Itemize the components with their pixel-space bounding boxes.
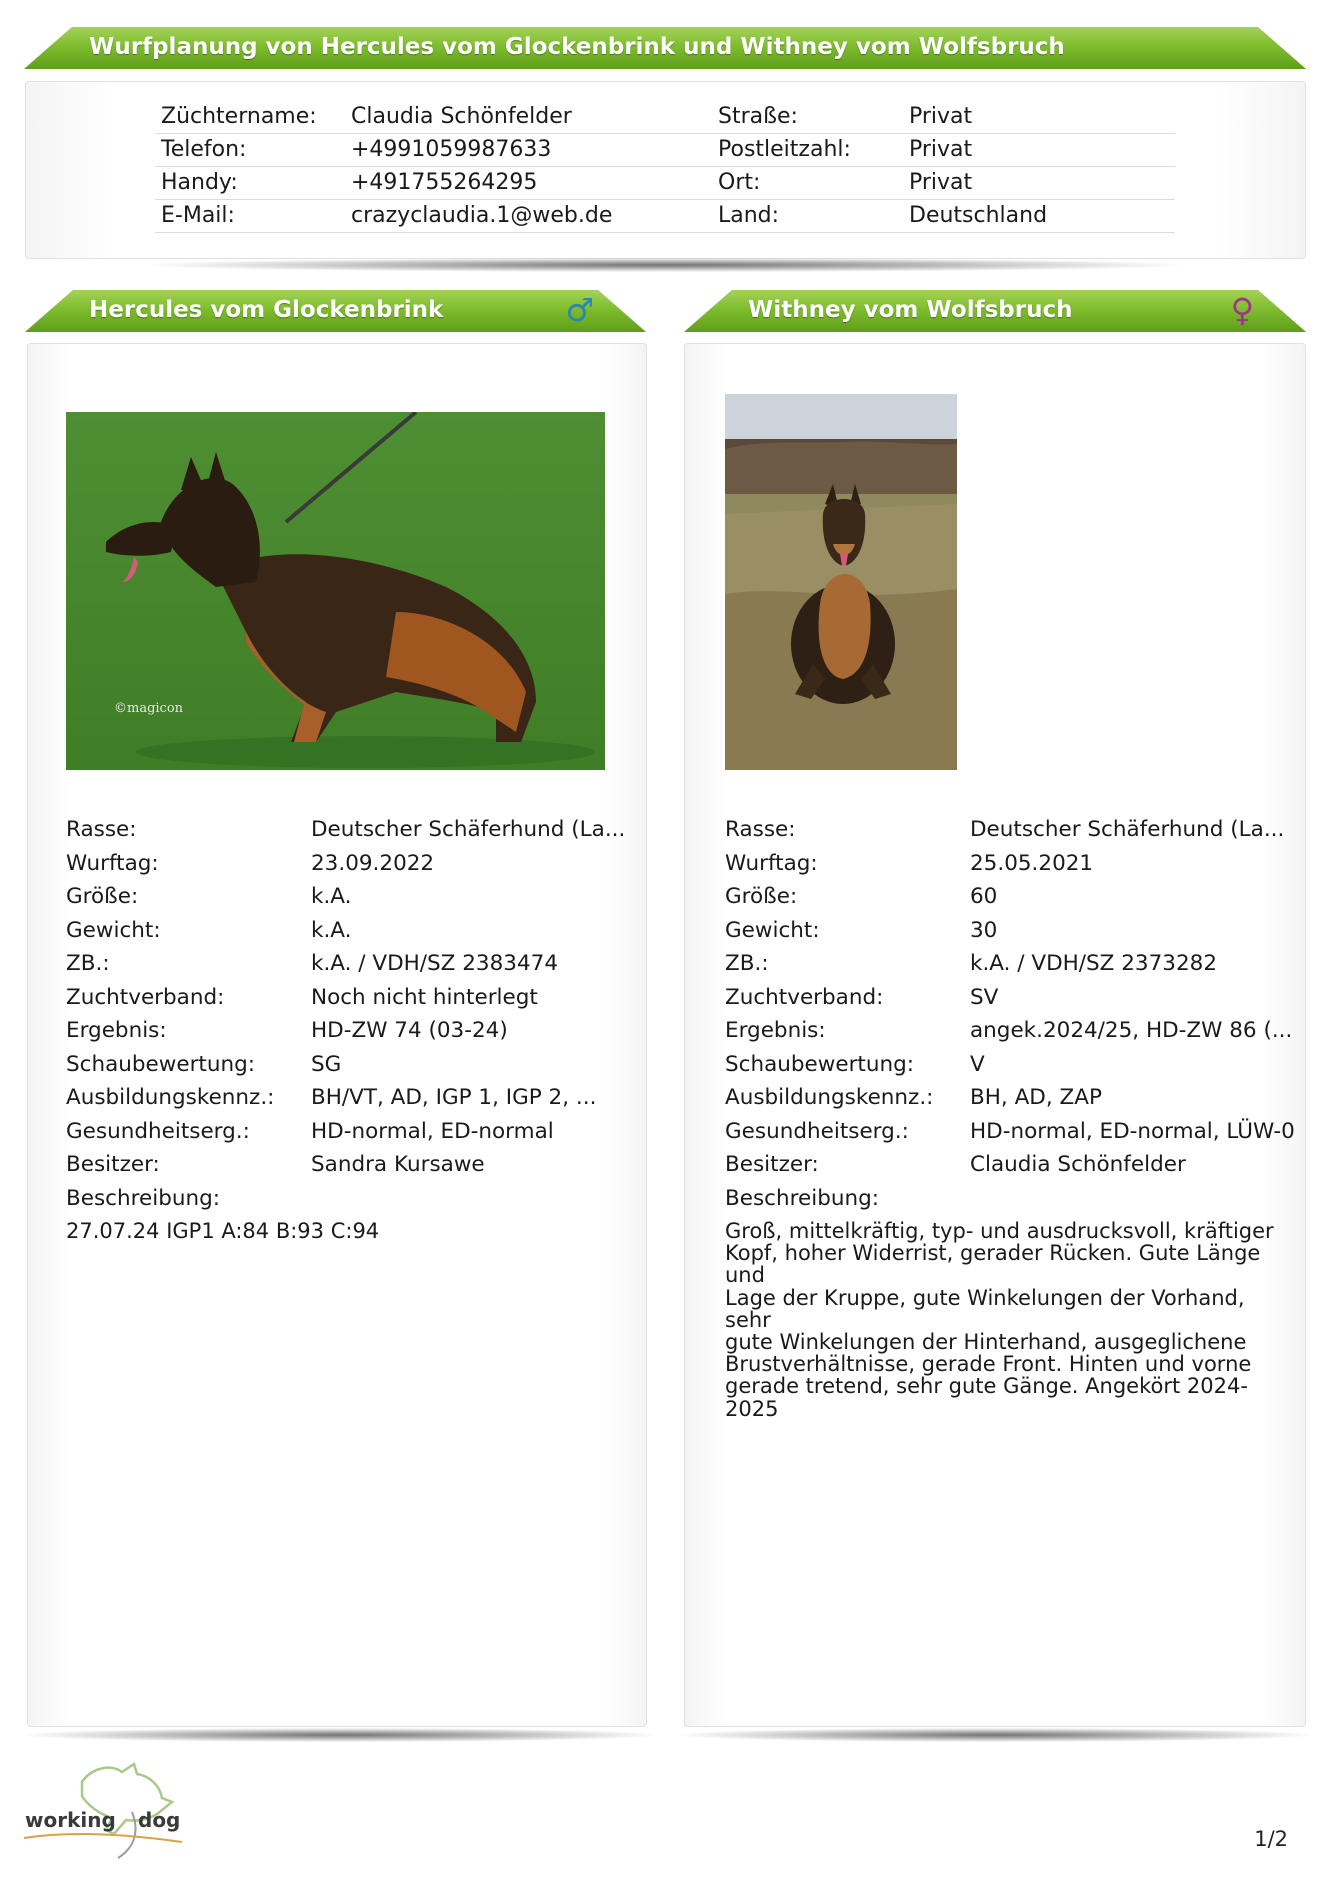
info-row (66, 1085, 626, 1119)
breeder-label: E-Mail: (161, 203, 235, 228)
info-value: HD-normal, ED-normal, LÜW-0 (970, 1118, 1295, 1144)
description-line: Groß, mittelkräftig, typ- und ausdrucksvoll, kräftiger (725, 1219, 1274, 1243)
info-value: BH/VT, AD, IGP 1, IGP 2, ... (311, 1085, 597, 1110)
info-row (725, 1052, 1285, 1086)
breeder-city: Privat (909, 170, 973, 195)
info-value: Deutscher Schäferhund (La... (311, 817, 626, 842)
female-info-table (725, 817, 1295, 1219)
breeder-phone: +4991059987633 (351, 137, 552, 162)
female-name: Withney vom Wolfsbruch (748, 297, 1073, 323)
info-label: ZB.: (725, 951, 769, 976)
info-label: Beschreibung: (725, 1185, 879, 1211)
breeder-label: Land: (718, 203, 780, 228)
info-label: Ausbildungskennz.: (725, 1085, 934, 1110)
breeder-row (155, 101, 1175, 134)
info-label: Gewicht: (66, 917, 161, 943)
info-row (725, 1186, 1285, 1220)
info-row (725, 918, 1285, 952)
male-photo (66, 412, 605, 770)
description-line: Brustverhältnisse, gerade Front. Hinten und vorne (725, 1352, 1252, 1377)
info-value: Deutscher Schäferhund (La... (970, 817, 1285, 842)
info-row (725, 851, 1285, 885)
description-line: gute Winkelungen der Hinterhand, ausgeglichene (725, 1330, 1247, 1355)
breeder-row (155, 134, 1175, 167)
female-description (725, 1220, 1295, 1420)
breeder-label: Telefon: (161, 137, 247, 162)
svg-text:dog: dog (138, 1808, 181, 1832)
info-value: Claudia Schönfelder (970, 1152, 1186, 1177)
page-number: 1/2 (1254, 1827, 1288, 1851)
male-symbol-icon: ♂ (565, 291, 594, 329)
info-row (725, 884, 1285, 918)
info-value: 60 (970, 884, 998, 909)
breeder-postcode: Privat (909, 137, 973, 162)
breeder-street: Privat (909, 104, 973, 129)
info-label: Schaubewertung: (725, 1051, 914, 1077)
info-row (66, 951, 626, 985)
info-row (66, 1119, 626, 1153)
info-row (66, 1052, 626, 1086)
info-value: Noch nicht hinterlegt (311, 984, 538, 1010)
info-label: Zuchtverband: (66, 984, 225, 1010)
breeder-mobile: +491755264295 (351, 170, 538, 195)
info-row (66, 985, 626, 1019)
info-label: Schaubewertung: (66, 1051, 255, 1077)
info-row (725, 985, 1285, 1019)
info-row (66, 918, 626, 952)
breeder-label: Ort: (718, 170, 761, 195)
info-row (66, 1186, 626, 1220)
svg-text:working: working (25, 1808, 116, 1832)
female-header (684, 290, 1306, 332)
info-value: 23.09.2022 (311, 850, 435, 876)
info-label: Wurftag: (66, 850, 159, 876)
info-row (66, 884, 626, 918)
page-title: Wurfplanung von Hercules vom Glockenbrink und Withney vom Wolfsbruch (89, 34, 1065, 60)
info-row (66, 851, 626, 885)
info-row (725, 1018, 1293, 1052)
breeder-row (155, 167, 1175, 200)
info-row (66, 1018, 626, 1052)
info-label: Rasse: (66, 817, 137, 842)
breeder-label: Postleitzahl: (718, 137, 851, 162)
info-row (725, 1118, 1295, 1153)
page-header (24, 27, 1306, 69)
female-symbol-icon: ♀ (1230, 291, 1254, 329)
info-value: k.A. / VDH/SZ 2383474 (311, 951, 558, 976)
breeder-label: Züchtername: (161, 104, 317, 129)
info-value: 25.05.2021 (970, 850, 1094, 876)
info-label: Gesundheitserg.: (725, 1118, 909, 1144)
info-label: Ergebnis: (725, 1018, 826, 1043)
info-label: Beschreibung: (66, 1185, 220, 1211)
male-header (25, 290, 646, 332)
breeder-country: Deutschland (909, 203, 1048, 228)
info-value: k.A. / VDH/SZ 2373282 (970, 951, 1217, 976)
working-dog-logo (22, 1752, 187, 1864)
breeder-name: Claudia Schönfelder (351, 104, 572, 129)
info-value: SV (970, 984, 999, 1010)
info-label: Wurftag: (725, 850, 818, 876)
male-description: 27.07.24 IGP1 A:84 B:93 C:94 (66, 1219, 380, 1243)
info-row (725, 817, 1285, 851)
breeder-label: Handy: (161, 170, 238, 195)
info-label: Rasse: (725, 817, 796, 842)
info-row (725, 1085, 1285, 1119)
breeder-table (155, 101, 1175, 233)
breeder-email: crazyclaudia.1@web.de (351, 203, 613, 228)
info-value: HD-ZW 74 (03-24) (311, 1018, 508, 1043)
info-value: V (970, 1051, 985, 1077)
male-info-table (66, 817, 626, 1219)
info-label: Größe: (66, 884, 139, 909)
info-row (725, 1152, 1285, 1186)
info-label: Größe: (725, 884, 798, 909)
female-photo (725, 394, 957, 770)
description-line: gerade tretend, sehr gute Gänge. Angekört 2024-2025 (725, 1374, 1248, 1421)
info-label: Besitzer: (66, 1152, 160, 1177)
info-row (66, 817, 626, 851)
info-label: Gesundheitserg.: (66, 1118, 250, 1144)
info-value: BH, AD, ZAP (970, 1085, 1102, 1110)
info-value: k.A. (311, 917, 352, 943)
description-line: Lage der Kruppe, gute Winkelungen der Vorhand, sehr (725, 1285, 1245, 1332)
info-label: ZB.: (66, 951, 110, 976)
info-value: angek.2024/25, HD-ZW 86 (... (970, 1018, 1293, 1043)
info-value: 30 (970, 917, 998, 943)
info-value: k.A. (311, 884, 352, 909)
info-value: SG (311, 1051, 342, 1077)
breeder-label: Straße: (718, 104, 798, 129)
info-row (66, 1152, 626, 1186)
info-label: Besitzer: (725, 1152, 819, 1177)
info-label: Gewicht: (725, 917, 820, 943)
description-line: Kopf, hoher Widerrist, gerader Rücken. Gute Länge und (725, 1241, 1261, 1288)
info-label: Ergebnis: (66, 1018, 167, 1043)
info-label: Zuchtverband: (725, 984, 884, 1010)
info-value: Sandra Kursawe (311, 1152, 485, 1177)
info-row (725, 951, 1285, 985)
info-value: HD-normal, ED-normal (311, 1118, 554, 1144)
breeder-row (155, 200, 1175, 233)
photo-credit: ©magicon (114, 701, 184, 716)
info-label: Ausbildungskennz.: (66, 1085, 275, 1110)
male-name: Hercules vom Glockenbrink (89, 297, 444, 323)
